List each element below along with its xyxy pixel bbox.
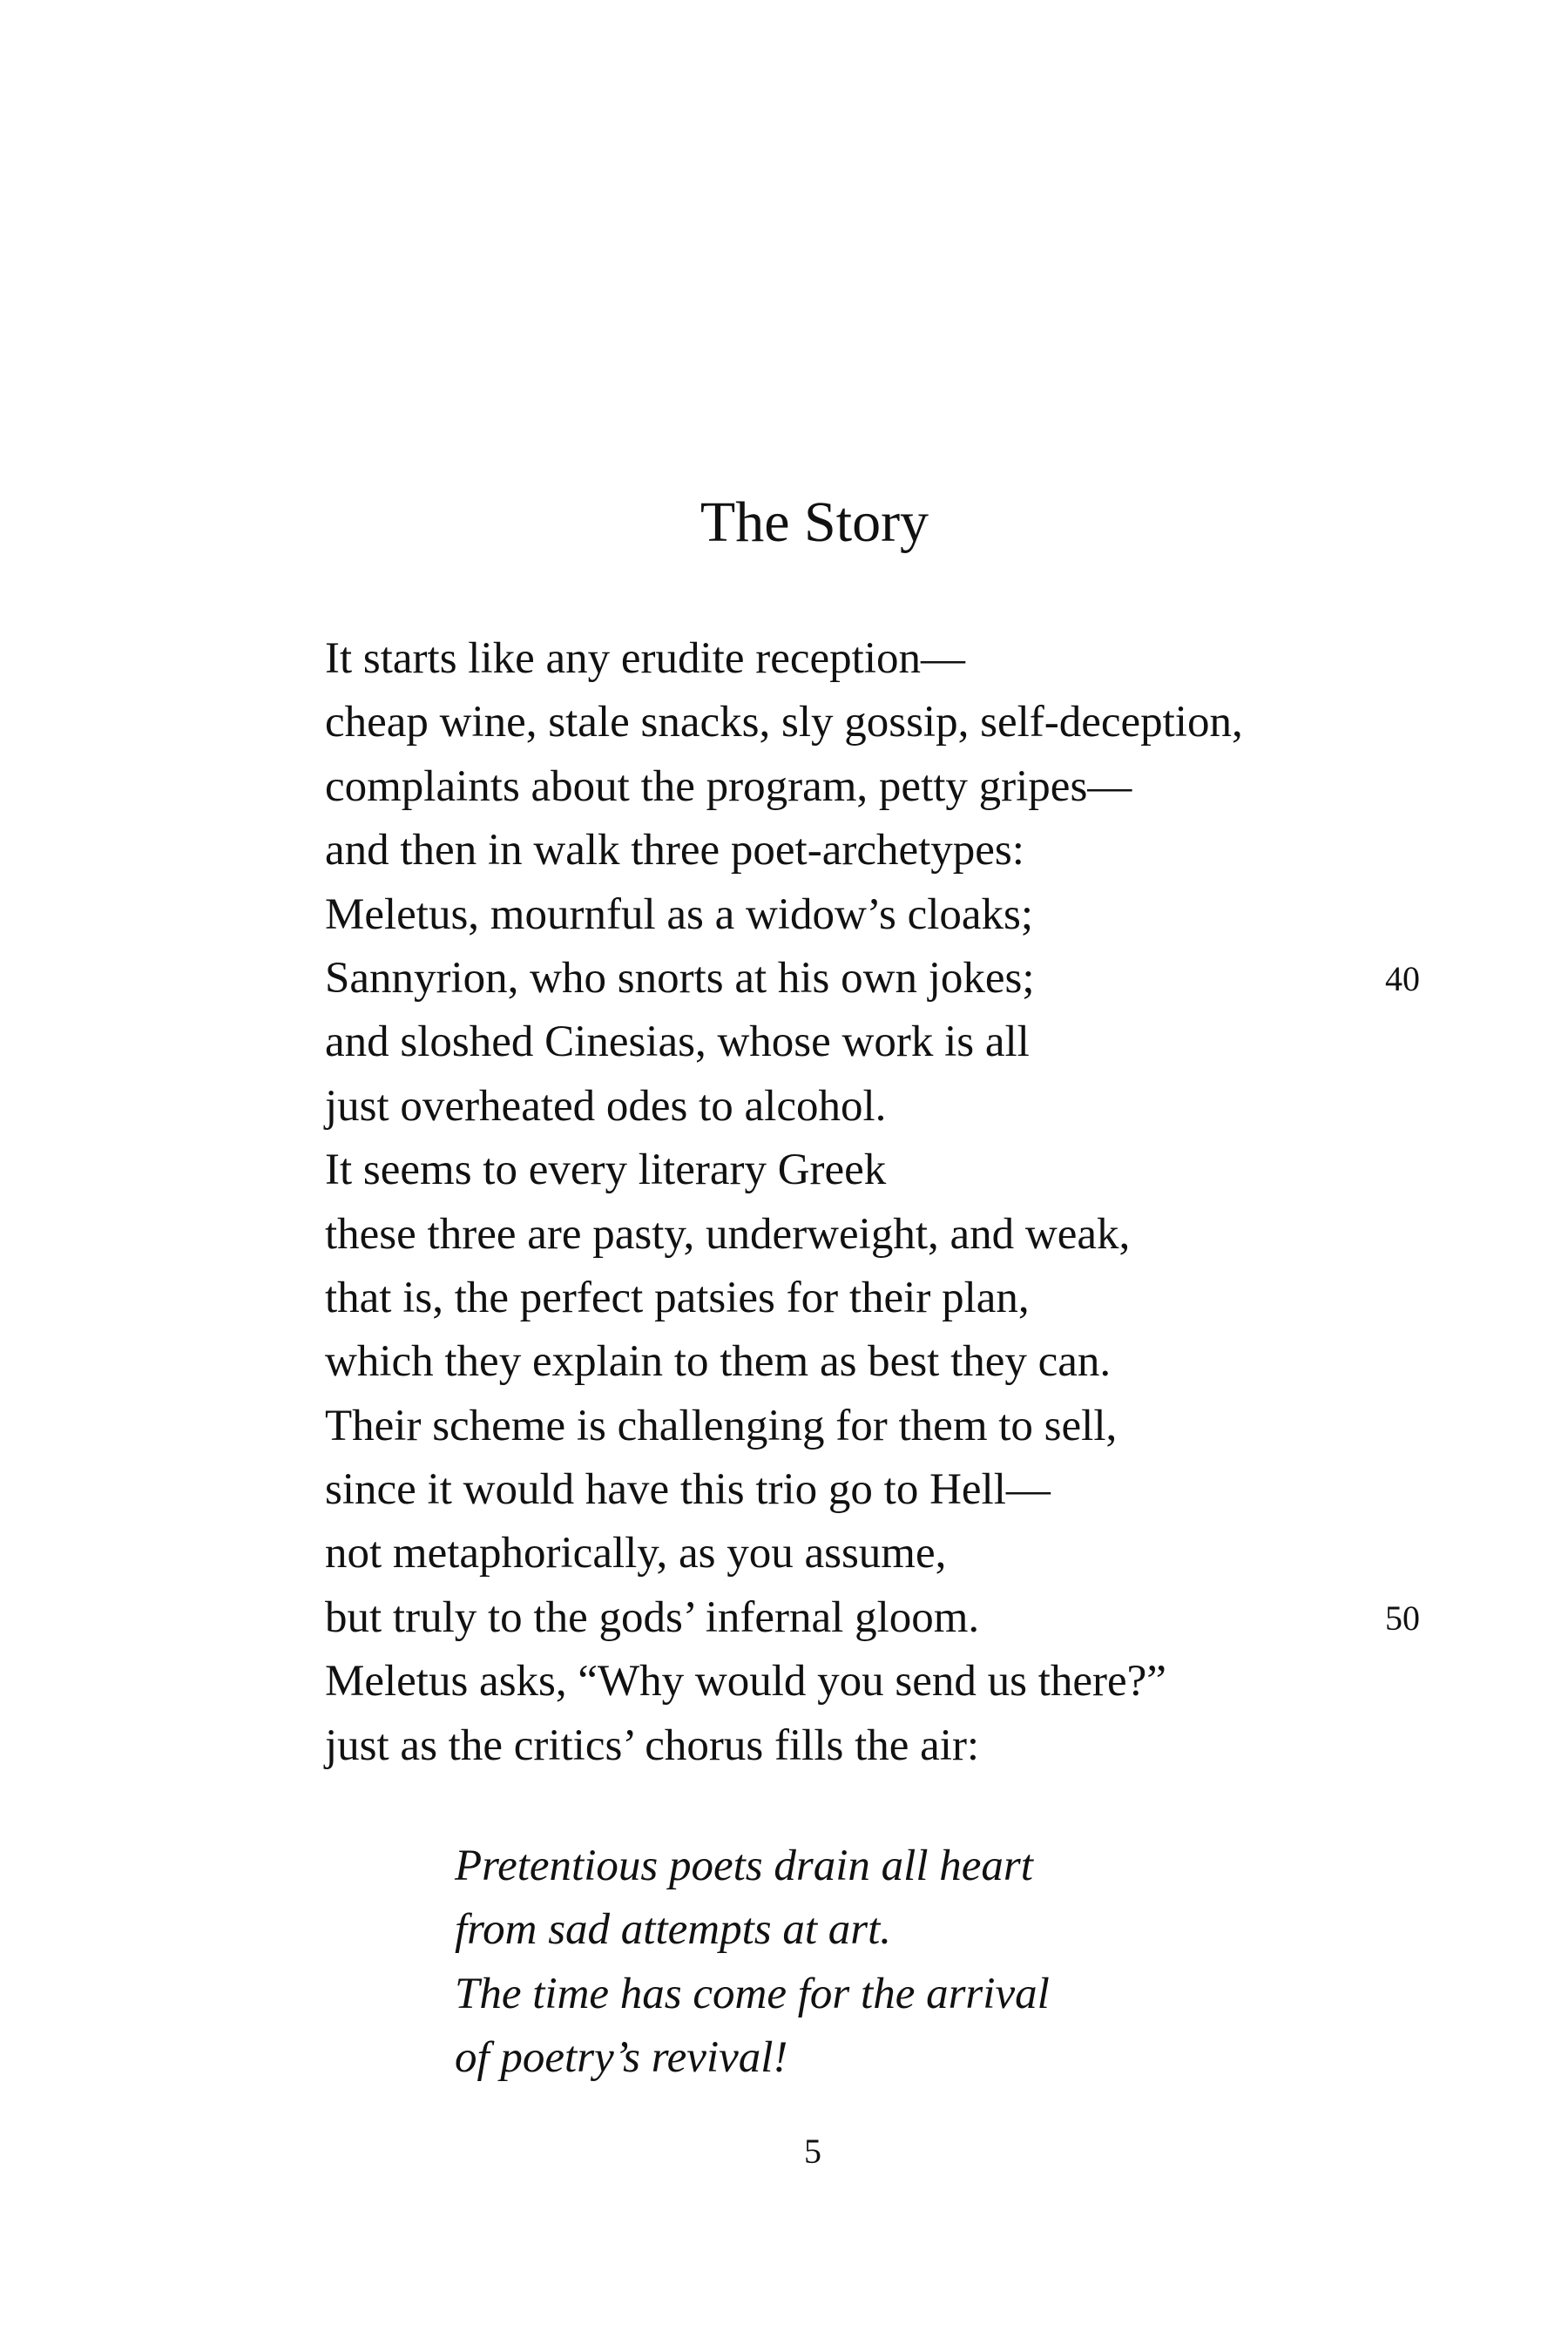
poem-line (325, 1650, 1243, 1713)
poem-line (325, 947, 1420, 1010)
line-text: just as the critics’ chorus fills the air: (325, 1720, 980, 1770)
line-number: 40 (1385, 958, 1420, 998)
chorus-line: The time has come for the arrival (455, 1969, 1050, 2018)
poem-line (325, 1267, 1243, 1330)
line-text: and sloshed Cinesias, whose work is all (325, 1017, 1030, 1067)
poem-line (325, 1522, 1243, 1585)
poem-line (325, 1714, 1243, 1778)
chorus-line: Pretentious poets drain all heart (455, 1842, 1033, 1890)
line-text: just overheated odes to alcohol. (325, 1081, 887, 1131)
poem-line (325, 1010, 1243, 1074)
line-text: since it would have this trio go to Hell— (325, 1465, 1051, 1515)
line-text: Sannyrion, who snorts at his own jokes; (325, 953, 1035, 1003)
line-text: Meletus, mournful as a widow’s cloaks; (325, 889, 1034, 939)
line-text: these three are pasty, underweight, and weak, (325, 1209, 1131, 1259)
line-text: It seems to every literary Greek (325, 1146, 887, 1195)
line-text: cheap wine, stale snacks, sly gossip, self-deception, (325, 698, 1243, 747)
page-number: 5 (804, 2132, 821, 2171)
poem-line (325, 627, 1243, 691)
poem-line (325, 1330, 1243, 1394)
poem-line (325, 1586, 1420, 1650)
chorus-line: of poetry’s revival! (455, 2033, 788, 2083)
poem-line (325, 691, 1243, 754)
poem-line (325, 819, 1243, 882)
poem-title: The Story (700, 490, 929, 554)
chorus-stanza (455, 1835, 1050, 2091)
poem-line (325, 1203, 1243, 1267)
poem-line (325, 755, 1243, 819)
line-text: that is, the perfect patsies for their plan, (325, 1273, 1030, 1322)
line-text: complaints about the program, petty gripes— (325, 761, 1132, 811)
line-text: but truly to the gods’ infernal gloom. (325, 1592, 980, 1642)
line-number: 50 (1385, 1598, 1420, 1638)
line-text: Meletus asks, “Why would you send us there?” (325, 1657, 1166, 1707)
line-text: Their scheme is challenging for them to sell, (325, 1401, 1118, 1450)
line-text: which they explain to them as best they can. (325, 1337, 1112, 1387)
line-text: It starts like any erudite reception— (325, 634, 965, 683)
poem-line (325, 1139, 1243, 1202)
line-text: and then in walk three poet-archetypes: (325, 826, 1024, 875)
poem-line (325, 1395, 1243, 1458)
poem-stanza (325, 627, 1420, 1778)
poem-line (325, 1075, 1243, 1139)
poem-line (325, 1458, 1243, 1522)
poem-line (325, 883, 1243, 947)
chorus-line: from sad attempts at art. (455, 1905, 892, 1955)
line-text: not metaphorically, as you assume, (325, 1529, 947, 1578)
